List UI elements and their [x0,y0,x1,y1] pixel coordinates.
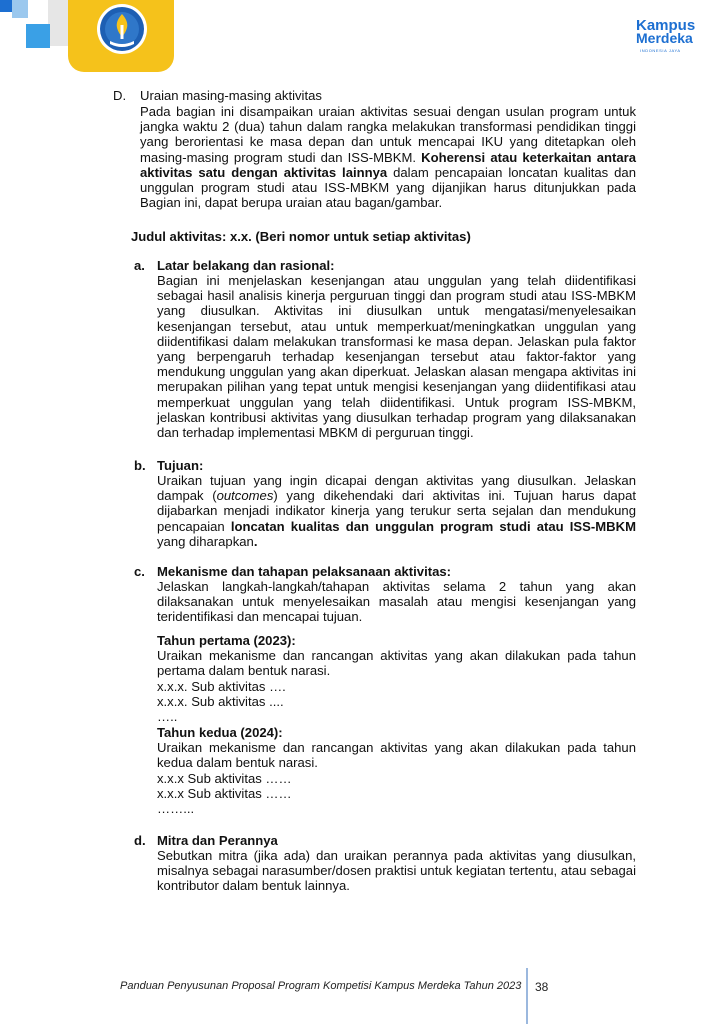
item-a-text: Bagian ini menjelaskan kesenjangan atau unggulan yang telah diidentifikasi sebagai hasil analisis kinerja perguruan tinggi dan program studi atau ISS-MBKM yang diusulkan. Aktivitas ini diusulkan untuk mengatasi/menyelesaikan kesenjangan tersebut, atau untuk memperkuat/meningkatkan unggulan yang diidentifikasi dalam melakukan transformasi ke masa depan. Jelaskan pula faktor yang berpengaruh terhadap kesenjangan tersebut atau faktor-faktor yang mendukung unggulan yang akan diperkuat. Jelaskan alasan mengapa aktivitas ini merupakan pilihan yang tepat untuk mengisi kesenjangan yang diidentifikasi atau memperkuat unggulan yang telah diidentifikasi. Untuk program ISS-MBKM, jelaskan kontribusi aktivitas yang diusulkan terhadap program yang dilaksanakan dan terhadap implementasi MBKM di perguruan tinggi. [157,273,636,441]
item-a-title: Latar belakang dan rasional: [157,258,335,273]
year2-sub-activity-2: x.x.x Sub aktivitas …… [157,786,292,801]
year1-ellipsis: ….. [157,709,178,724]
item-d-title: Mitra dan Perannya [157,833,278,848]
item-c-title: Mekanisme dan tahapan pelaksanaan aktivitas: [157,564,452,579]
page-number: 38 [535,980,549,994]
item-d-letter: d. [134,833,146,848]
year1-sub-activity-2: x.x.x. Sub aktivitas .... [157,694,284,709]
corner-decoration [0,0,68,50]
section-title: Uraian masing-masing aktivitas [140,88,322,103]
activity-heading: Judul aktivitas: x.x. (Beri nomor untuk setiap aktivitas) [131,229,471,244]
tut-wuri-handayani-emblem [96,3,148,55]
year1-sub-activity-1: x.x.x. Sub aktivitas …. [157,679,286,694]
item-b-text: Uraikan tujuan yang ingin dicapai dengan aktivitas yang diusulkan. Jelaskan dampak (outcomes) yang dikehendaki dari aktivitas ini. Tujuan harus dapat dijabarkan menjadi indikator kinerja yang terukur serta sejalan dan mendukung pencapaian loncatan kualitas dan unggulan program studi atau ISS-MBKM yang diharapkan. [157,473,636,549]
year2-sub-activity-1: x.x.x Sub aktivitas …… [157,771,292,786]
kampus-merdeka-logo [636,18,698,58]
item-a-letter: a. [134,258,145,273]
logo-kampus-text: Kampus [636,17,696,34]
item-c-text: Jelaskan langkah-langkah/tahapan aktivitas selama 2 tahun yang akan dilaksanakan untuk menyelesaikan masalah atau mengisi kesenjangan yang teridentifikasi dan mencapai tujuan. [157,579,636,625]
item-d-text: Sebutkan mitra (jika ada) dan uraikan perannya pada aktivitas yang diusulkan, misalnya sebagai narasumber/dosen praktisi untuk kegiatan tertentu, atau sebagai kontributor dalam bentuk lainnya. [157,848,636,894]
item-b-title: Tujuan: [157,458,204,473]
year1-text: Uraikan mekanisme dan rancangan aktivitas yang akan dilakukan pada tahun pertama dalam bentuk narasi. [157,648,636,679]
year2-text: Uraikan mekanisme dan rancangan aktivitas yang akan dilakukan pada tahun kedua dalam bentuk narasi. [157,740,636,771]
year1-title: Tahun pertama (2023): [157,633,296,648]
footer-divider [526,968,528,1024]
item-b-letter: b. [134,458,146,473]
year2-ellipsis: ……... [157,801,195,816]
footer-text: Panduan Penyusunan Proposal Program Kompetisi Kampus Merdeka Tahun 2023 [120,980,522,992]
item-c-letter: c. [134,564,145,579]
section-paragraph: Pada bagian ini disampaikan uraian aktivitas sesuai dengan usulan program untuk jangka waktu 2 (dua) tahun dalam rangka melakukan transformasi pendidikan tinggi yang berorientasi ke masa depan dan untuk mencapai IKU yang ditetapkan oleh masing-masing program studi dan ISS-MBKM. Koherensi atau keterkaitan antara aktivitas satu dengan aktivitas lainnya dalam pencapaian loncatan kualitas dan unggulan program studi atau ISS-MBKM yang dijanjikan harus ditunjukkan pada Bagian ini, dapat berupa uraian atau bagan/gambar. [140,104,636,211]
year2-title: Tahun kedua (2024): [157,725,283,740]
logo-subtitle: INDONESIA JAYA [640,48,681,53]
section-letter: D. [113,88,127,103]
logo-merdeka-text: Merdeka [636,30,693,46]
